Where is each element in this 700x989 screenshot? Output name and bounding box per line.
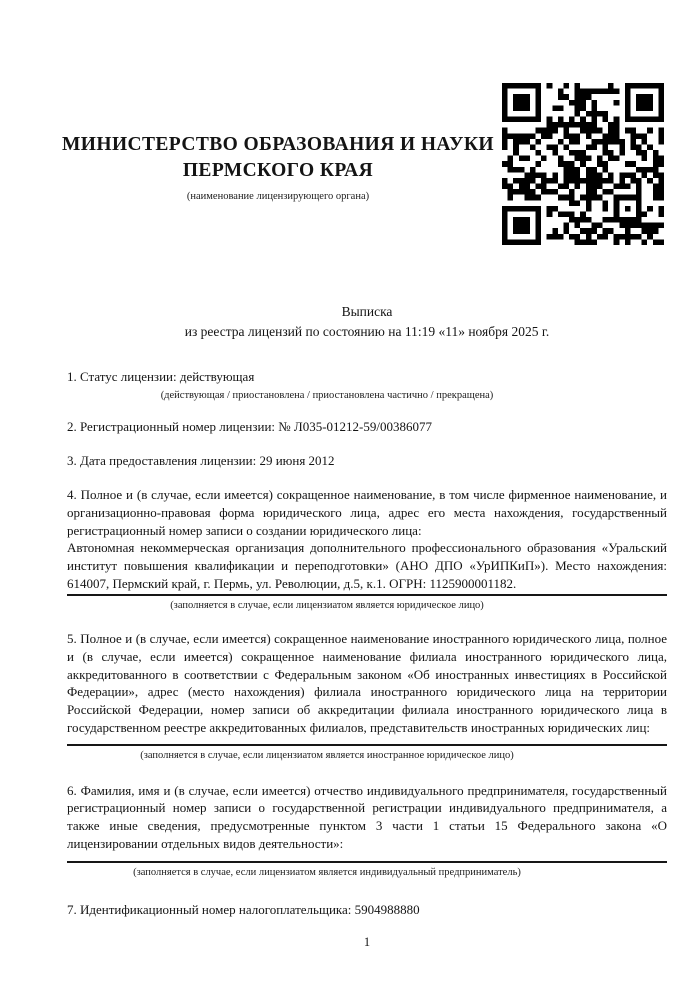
item-1-license-status: [67, 368, 667, 402]
item-1-text: 1. Статус лицензии: действующая: [67, 369, 255, 384]
fill-in-rule: [67, 594, 667, 596]
item-2-text: 2. Регистрационный номер лицензии: № Л035-01212-59/00386077: [67, 418, 433, 434]
item-3-license-date: [67, 452, 667, 470]
document-title-line1: Выписка: [341, 304, 393, 319]
item-4-legal-entity: [67, 486, 667, 612]
authority-name-line2: ПЕРМСКОГО КРАЯ: [182, 160, 374, 181]
item-4-label: 4. Полное и (в случае, если имеется) сокращенное наименование, в том числе фирменное наименование, и организационно-правовая форма юридического лица, адрес его места нахождения, государственный регистрационный номер записи о создании юридического лица:: [67, 487, 667, 538]
authority-name-line1: МИНИСТЕРСТВО ОБРАЗОВАНИЯ И НАУКИ: [62, 134, 494, 155]
item-5-label: 5. Полное и (в случае, если имеется) сокращенное наименование иностранного юридического лица, полное и (в случае, если имеется) сокращенное наименование филиала иностранного юридического лица, аккредитованного в соответствии с Федеральным законом «Об иностранных инвестициях в Российской Федерации», адрес (место нахождения) филиала иностранного юридического лица на территории Российской Федерации, номер записи об аккредитации филиала иностранного юридического лица в государственном реестре аккредитованных филиалов, представительств иностранных юридических лиц:: [67, 631, 667, 735]
item-6-label: 6. Фамилия, имя и (в случае, если имеется) отчество индивидуального предпринимателя, государственный регистрационный номер записи о государственной регистрации индивидуального предпринимателя, а также иные сведения, предусмотренные пунктом 3 части 1 статьи 15 Федерального закона «О лицензировании отдельных видов деятельности»:: [67, 782, 667, 851]
item-2-registration-number: [67, 418, 667, 436]
item-5-foreign-entity: [67, 630, 667, 761]
page-number: 1: [363, 935, 371, 950]
item-5-caption: (заполняется в случае, если лицензиатом является иностранное юридическое лицо): [140, 749, 514, 761]
item-4-caption: (заполняется в случае, если лицензиатом является юридическое лицо): [170, 600, 484, 612]
item-7-taxpayer-number: [67, 901, 667, 919]
item-1-caption: (действующая / приостановлена / приостановлена частично / прекращена): [160, 389, 494, 401]
item-6-individual-entrepreneur: [67, 782, 667, 880]
item-4-value: Автономная некоммерческая организация дополнительного профессионального образования «Уральский институт повышения квалификации и переподготовки» (АНО ДПО «УрИПКиП»). Место нахождения: 614007, Пермский край, г. Пермь, ул. Революции, д.5, к.1. ОГРН: 1125900001182.: [67, 540, 667, 591]
document-title-line2: из реестра лицензий по состоянию на 11:19 «11» ноября 2025 г.: [184, 324, 550, 339]
item-3-text: 3. Дата предоставления лицензии: 29 июня 2012: [67, 453, 335, 469]
item-6-caption: (заполняется в случае, если лицензиатом является индивидуальный предприниматель): [133, 867, 521, 879]
fill-in-rule: [67, 744, 667, 746]
fill-in-rule: [67, 861, 667, 863]
item-7-text: 7. Идентификационный номер налогоплательщика: 5904988880: [67, 902, 420, 918]
document-body: [67, 0, 667, 952]
authority-name-caption: (наименование лицензирующего органа): [186, 191, 370, 202]
document-title: [67, 302, 667, 342]
